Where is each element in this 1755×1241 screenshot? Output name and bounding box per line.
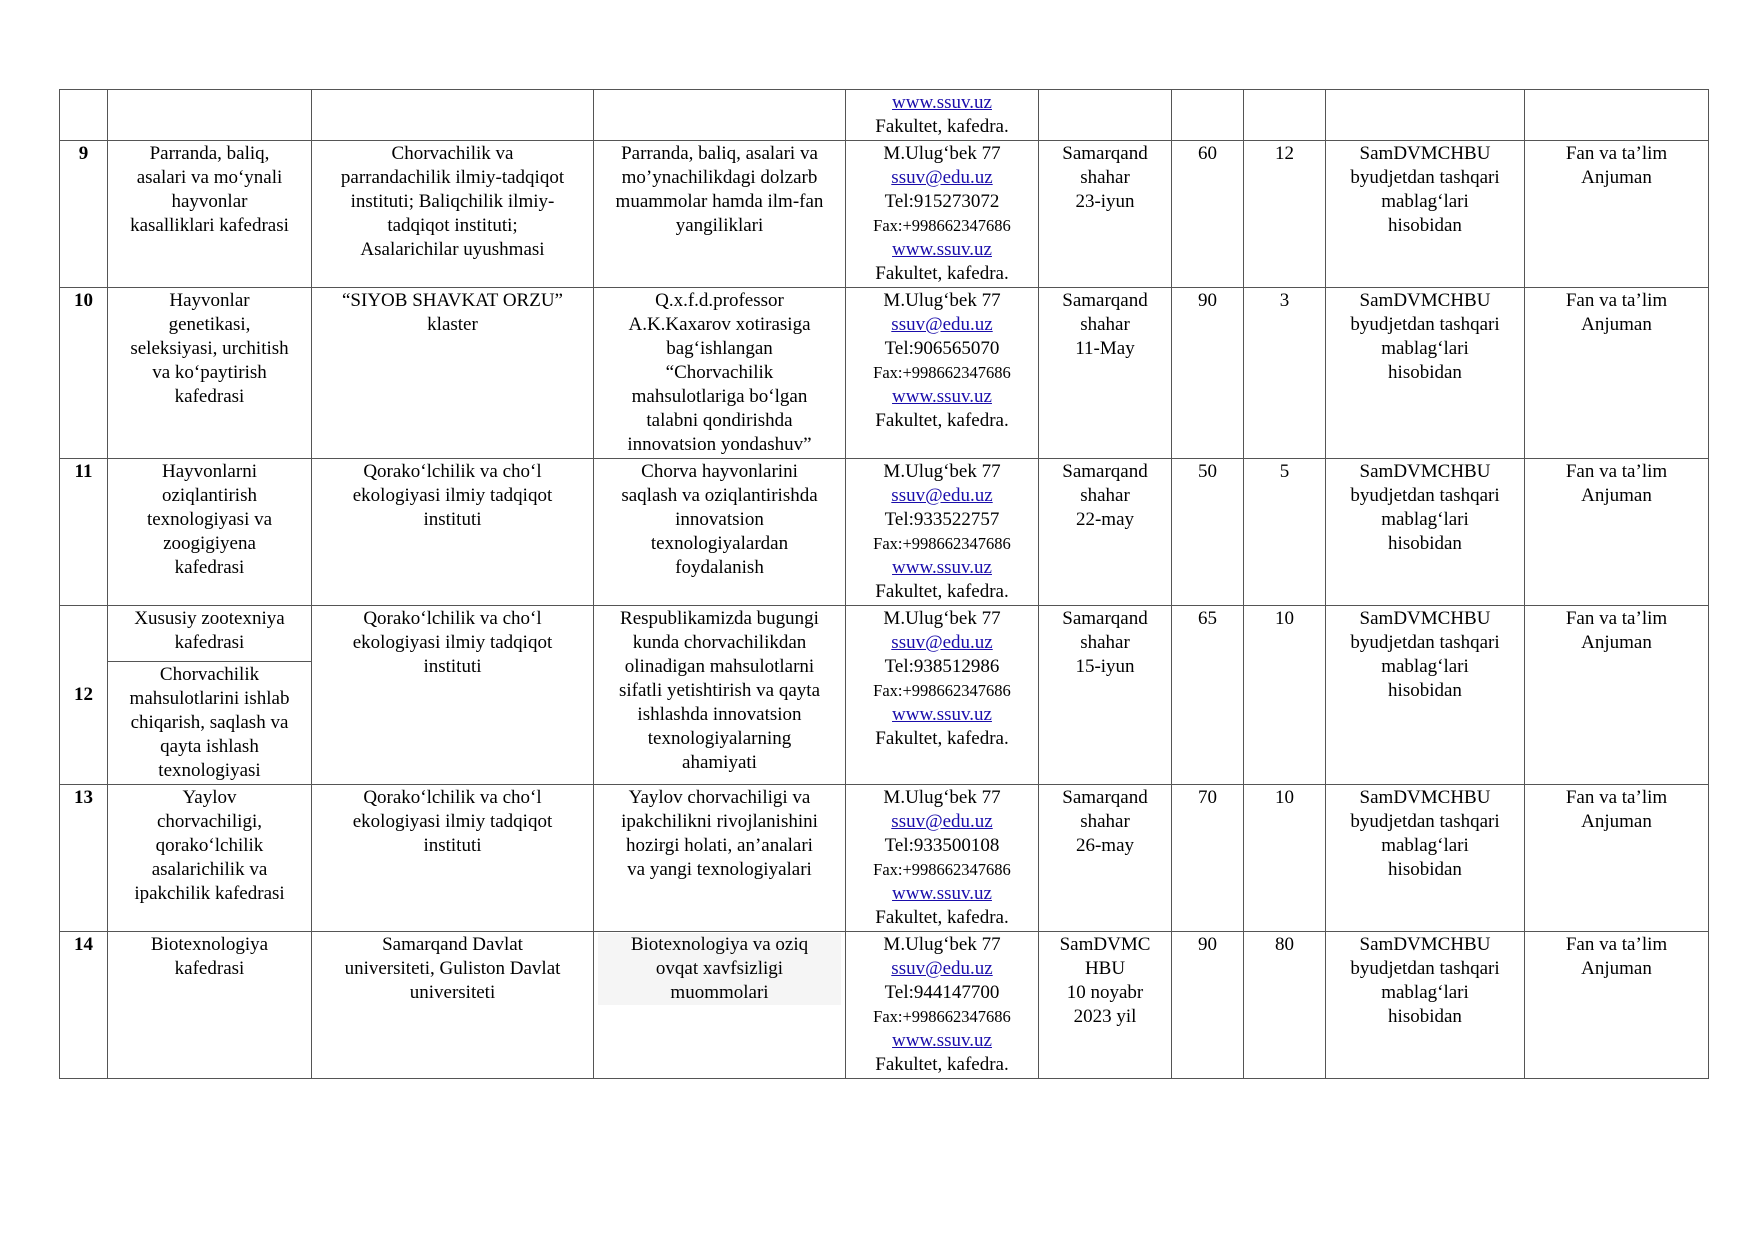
date-line: SamDVMC	[1059, 934, 1151, 955]
address-text: M.Ulug‘bek 77	[883, 461, 1001, 482]
department-line: kasalliklari kafedrasi	[130, 215, 289, 236]
partner-line: Samarqand Davlat	[382, 934, 523, 955]
cell-num	[60, 141, 108, 288]
topic-line: ovqat xavfsizligi	[655, 958, 784, 979]
cell-date	[1039, 141, 1172, 288]
participants-value: 65	[1198, 608, 1217, 629]
funding-line: SamDVMCHBU	[1359, 787, 1491, 808]
table-row	[60, 288, 1709, 459]
cell-participants	[1172, 932, 1244, 1079]
topic-line: talabni qondirishda	[646, 410, 793, 431]
address-text: M.Ulug‘bek 77	[883, 608, 1001, 629]
cell-count	[1244, 288, 1326, 459]
department-line: Parranda, baliq,	[149, 143, 270, 164]
type-line: Fan va ta’lim	[1565, 608, 1668, 629]
partner-line: klaster	[427, 314, 478, 335]
fax-text: Fax:+998662347686	[873, 1007, 1011, 1026]
funding-line: SamDVMCHBU	[1359, 290, 1491, 311]
participants-value: 70	[1198, 787, 1217, 808]
website-link[interactable]: www.ssuv.uz	[892, 883, 992, 904]
partner-line: instituti	[423, 509, 482, 530]
cell-type	[1525, 785, 1709, 932]
partner-line: parrandachilik ilmiy-tadqiqot	[340, 167, 565, 188]
department-line: Hayvonlar	[169, 290, 250, 311]
topic-line: olinadigan mahsulotlarni	[624, 656, 815, 677]
cell-department	[108, 932, 312, 1079]
date-line: HBU	[1084, 958, 1126, 979]
topic-line: Parranda, baliq, asalari va	[621, 143, 818, 164]
cell-department	[108, 662, 312, 785]
date-line: 10 noyabr	[1066, 982, 1144, 1003]
table-row	[60, 932, 1709, 1079]
website-link[interactable]: www.ssuv.uz	[892, 386, 992, 407]
department-line: kafedrasi	[174, 386, 245, 407]
cell-num	[60, 459, 108, 606]
funding-line: hisobidan	[1388, 1006, 1462, 1027]
funding-line: SamDVMCHBU	[1359, 461, 1491, 482]
fax-text: Fax:+998662347686	[873, 860, 1011, 879]
cell-type	[1525, 90, 1709, 141]
department-line: qorako‘lchilik	[155, 835, 264, 856]
cell-participants	[1172, 288, 1244, 459]
cell-count	[1244, 606, 1326, 785]
date-line: 23-iyun	[1075, 191, 1135, 212]
cell-type	[1525, 459, 1709, 606]
place-text: Fakultet, kafedra.	[875, 116, 1009, 137]
department-line: ipakchilik kafedrasi	[134, 883, 285, 904]
cell-type	[1525, 288, 1709, 459]
address-text: M.Ulug‘bek 77	[883, 290, 1001, 311]
cell-department	[108, 141, 312, 288]
partner-line: universiteti	[409, 982, 496, 1003]
cell-partner	[312, 288, 594, 459]
cell-partner	[312, 90, 594, 141]
email-link[interactable]: ssuv@edu.uz	[891, 958, 993, 979]
website-link[interactable]: www.ssuv.uz	[892, 704, 992, 725]
date-line: shahar	[1080, 811, 1130, 832]
cell-department	[108, 90, 312, 141]
count-value: 3	[1279, 290, 1290, 311]
cell-participants	[1172, 606, 1244, 785]
cell-topic	[594, 90, 846, 141]
type-line: Anjuman	[1581, 632, 1652, 653]
place-text: Fakultet, kafedra.	[875, 728, 1009, 749]
cell-count	[1244, 459, 1326, 606]
place-text: Fakultet, kafedra.	[875, 581, 1009, 602]
date-line: 22-may	[1075, 509, 1135, 530]
cell-contact	[846, 785, 1039, 932]
department-line: kafedrasi	[174, 958, 245, 979]
cell-type	[1525, 141, 1709, 288]
row-number: 11	[74, 461, 93, 482]
topic-line: innovatsion yondashuv”	[627, 434, 812, 455]
topic-line: Yaylov chorvachiligi va	[628, 787, 811, 808]
date-line: shahar	[1080, 485, 1130, 506]
topic-box	[598, 933, 841, 1005]
cell-topic	[594, 141, 846, 288]
topic-line: saqlash va oziqlantirishda	[621, 485, 818, 506]
topic-line: muammolar hamda ilm-fan	[615, 191, 824, 212]
type-line: Anjuman	[1581, 485, 1652, 506]
row-number: 14	[74, 934, 93, 955]
events-table	[59, 89, 1709, 1079]
date-line: 15-iyun	[1075, 656, 1135, 677]
cell-partner	[312, 932, 594, 1079]
topic-line: hozirgi holati, an’analari	[626, 835, 813, 856]
cell-topic	[594, 932, 846, 1079]
date-line: Samarqand	[1062, 608, 1148, 629]
cell-contact	[846, 459, 1039, 606]
email-link[interactable]: ssuv@edu.uz	[891, 632, 993, 653]
department-line: genetikasi,	[168, 314, 251, 335]
website-link[interactable]: www.ssuv.uz	[892, 239, 992, 260]
type-line: Anjuman	[1581, 811, 1652, 832]
partner-line: Chorvachilik va	[391, 143, 514, 164]
phone-text: Tel:938512986	[884, 656, 1000, 677]
row-number: 12	[74, 684, 93, 705]
cell-funding	[1326, 459, 1525, 606]
cell-contact	[846, 90, 1039, 141]
department-line: hayvonlar	[171, 191, 248, 212]
funding-line: hisobidan	[1388, 215, 1462, 236]
funding-line: mablag‘lari	[1381, 982, 1469, 1003]
email-link[interactable]: ssuv@edu.uz	[891, 314, 993, 335]
cell-date	[1039, 459, 1172, 606]
date-line: 11-May	[1075, 338, 1135, 359]
funding-line: byudjetdan tashqari	[1350, 632, 1500, 653]
funding-line: byudjetdan tashqari	[1350, 811, 1500, 832]
topic-line: va yangi texnologiyalari	[627, 859, 812, 880]
funding-line: byudjetdan tashqari	[1350, 314, 1500, 335]
topic-line: texnologiyalarning	[647, 728, 792, 749]
table-row	[60, 785, 1709, 932]
cell-count	[1244, 141, 1326, 288]
department-line: kafedrasi	[174, 557, 245, 578]
funding-line: mablag‘lari	[1381, 656, 1469, 677]
cell-date	[1039, 785, 1172, 932]
type-line: Anjuman	[1581, 314, 1652, 335]
cell-funding	[1326, 932, 1525, 1079]
cell-count	[1244, 932, 1326, 1079]
topic-line: bag‘ishlangan	[666, 338, 773, 359]
cell-type	[1525, 932, 1709, 1079]
fax-text: Fax:+998662347686	[873, 216, 1011, 235]
funding-line: byudjetdan tashqari	[1350, 167, 1500, 188]
date-line: Samarqand	[1062, 290, 1148, 311]
type-line: Anjuman	[1581, 958, 1652, 979]
place-text: Fakultet, kafedra.	[875, 907, 1009, 928]
department-line: Hayvonlarni	[162, 461, 257, 482]
cell-num	[60, 288, 108, 459]
cell-department	[108, 459, 312, 606]
cell-department	[108, 785, 312, 932]
topic-line: mo’ynachilikdagi dolzarb	[621, 167, 818, 188]
cell-count	[1244, 90, 1326, 141]
count-value: 80	[1275, 934, 1294, 955]
department-line: mahsulotlarini ishlab	[129, 688, 290, 709]
topic-line: Biotexnologiya va oziq	[630, 934, 809, 955]
date-line: shahar	[1080, 632, 1130, 653]
partner-line: ekologiyasi ilmiy tadqiqot	[352, 811, 553, 832]
cell-date	[1039, 606, 1172, 785]
cell-contact	[846, 606, 1039, 785]
website-link[interactable]: www.ssuv.uz	[892, 557, 992, 578]
fax-text: Fax:+998662347686	[873, 534, 1011, 553]
funding-line: SamDVMCHBU	[1359, 608, 1491, 629]
cell-date	[1039, 288, 1172, 459]
website-link[interactable]: www.ssuv.uz	[892, 1030, 992, 1051]
address-text: M.Ulug‘bek 77	[883, 934, 1001, 955]
department-line: asalarichilik va	[151, 859, 268, 880]
count-value: 5	[1279, 461, 1290, 482]
funding-line: byudjetdan tashqari	[1350, 958, 1500, 979]
cell-num	[60, 606, 108, 785]
department-line: chiqarish, saqlash va	[130, 712, 289, 733]
phone-text: Tel:933500108	[884, 835, 1000, 856]
topic-line: texnologiyalardan	[650, 533, 789, 554]
department-line: zoogigiyena	[163, 533, 256, 554]
topic-line: muommolari	[670, 982, 769, 1003]
participants-value: 60	[1198, 143, 1217, 164]
type-line: Fan va ta’lim	[1565, 787, 1668, 808]
table-row	[60, 141, 1709, 288]
funding-line: hisobidan	[1388, 859, 1462, 880]
topic-line: Q.x.f.d.professor	[655, 290, 784, 311]
cell-department	[108, 606, 312, 662]
cell-num	[60, 90, 108, 141]
place-text: Fakultet, kafedra.	[875, 263, 1009, 284]
cell-type	[1525, 606, 1709, 785]
cell-contact	[846, 141, 1039, 288]
funding-line: SamDVMCHBU	[1359, 934, 1491, 955]
topic-line: ipakchilikni rivojlanishini	[621, 811, 818, 832]
type-line: Fan va ta’lim	[1565, 143, 1668, 164]
phone-text: Tel:915273072	[884, 191, 1000, 212]
department-line: texnologiyasi	[158, 760, 261, 781]
cell-partner	[312, 141, 594, 288]
cell-contact	[846, 932, 1039, 1079]
cell-num	[60, 932, 108, 1079]
cell-contact	[846, 288, 1039, 459]
department-line: seleksiyasi, urchitish	[130, 338, 289, 359]
topic-line: yangiliklari	[675, 215, 764, 236]
funding-line: byudjetdan tashqari	[1350, 485, 1500, 506]
row-number: 10	[74, 290, 93, 311]
topic-line: sifatli yetishtirish va qayta	[618, 680, 821, 701]
partner-line: ekologiyasi ilmiy tadqiqot	[352, 485, 553, 506]
table-row-continuation	[60, 90, 1709, 141]
cell-count	[1244, 785, 1326, 932]
date-line: Samarqand	[1062, 787, 1148, 808]
date-line: Samarqand	[1062, 461, 1148, 482]
department-line: Chorvachilik	[159, 664, 260, 685]
partner-line: Qorako‘lchilik va cho‘l	[363, 787, 542, 808]
cell-department	[108, 288, 312, 459]
fax-text: Fax:+998662347686	[873, 681, 1011, 700]
email-link[interactable]: ssuv@edu.uz	[891, 811, 993, 832]
cell-funding	[1326, 606, 1525, 785]
partner-line: ekologiyasi ilmiy tadqiqot	[352, 632, 553, 653]
date-line: shahar	[1080, 314, 1130, 335]
department-line: Biotexnologiya	[150, 934, 269, 955]
type-line: Fan va ta’lim	[1565, 934, 1668, 955]
count-value: 12	[1275, 143, 1294, 164]
department-line: chorvachiligi,	[157, 811, 262, 832]
topic-line: mahsulotlariga bo‘lgan	[631, 386, 808, 407]
partner-line: instituti	[423, 656, 482, 677]
topic-line: “Chorvachilik	[665, 362, 774, 383]
topic-line: Respublikamizda bugungi	[620, 608, 819, 629]
partner-line: Qorako‘lchilik va cho‘l	[363, 461, 542, 482]
cell-participants	[1172, 90, 1244, 141]
partner-line: instituti; Baliqchilik ilmiy-	[350, 191, 555, 212]
row-number: 9	[78, 143, 89, 164]
funding-line: mablag‘lari	[1381, 338, 1469, 359]
topic-line: Chorva hayvonlarini	[641, 461, 798, 482]
phone-text: Tel:906565070	[884, 338, 1000, 359]
date-line: shahar	[1080, 167, 1130, 188]
place-text: Fakultet, kafedra.	[875, 410, 1009, 431]
table-row	[60, 606, 1709, 662]
topic-line: ishlashda innovatsion	[637, 704, 802, 725]
phone-text: Tel:944147700	[884, 982, 1000, 1003]
department-line: kafedrasi	[174, 632, 245, 653]
partner-line: instituti	[423, 835, 482, 856]
cell-participants	[1172, 459, 1244, 606]
cell-partner	[312, 606, 594, 785]
funding-line: hisobidan	[1388, 362, 1462, 383]
topic-line: innovatsion	[675, 509, 764, 530]
participants-value: 90	[1198, 290, 1217, 311]
partner-line: Qorako‘lchilik va cho‘l	[363, 608, 542, 629]
cell-participants	[1172, 141, 1244, 288]
department-line: asalari va mo‘ynali	[136, 167, 283, 188]
topic-line: foydalanish	[675, 557, 764, 578]
funding-line: hisobidan	[1388, 680, 1462, 701]
website-link[interactable]: www.ssuv.uz	[892, 92, 992, 113]
topic-line: kunda chorvachilikdan	[632, 632, 807, 653]
table-row	[60, 459, 1709, 606]
place-text: Fakultet, kafedra.	[875, 1054, 1009, 1075]
participants-value: 90	[1198, 934, 1217, 955]
partner-line: tadqiqot instituti;	[387, 215, 518, 236]
cell-topic	[594, 288, 846, 459]
department-line: oziqlantirish	[162, 485, 257, 506]
type-line: Fan va ta’lim	[1565, 290, 1668, 311]
cell-funding	[1326, 90, 1525, 141]
address-text: M.Ulug‘bek 77	[883, 143, 1001, 164]
email-link[interactable]: ssuv@edu.uz	[891, 167, 993, 188]
type-line: Fan va ta’lim	[1565, 461, 1668, 482]
count-value: 10	[1275, 608, 1294, 629]
phone-text: Tel:933522757	[884, 509, 1000, 530]
department-line: Yaylov	[182, 787, 237, 808]
cell-date	[1039, 932, 1172, 1079]
department-line: va ko‘paytirish	[152, 362, 267, 383]
funding-line: mablag‘lari	[1381, 509, 1469, 530]
cell-funding	[1326, 141, 1525, 288]
cell-partner	[312, 785, 594, 932]
funding-line: mablag‘lari	[1381, 835, 1469, 856]
participants-value: 50	[1198, 461, 1217, 482]
cell-funding	[1326, 785, 1525, 932]
count-value: 10	[1275, 787, 1294, 808]
type-line: Anjuman	[1581, 167, 1652, 188]
cell-topic	[594, 785, 846, 932]
cell-partner	[312, 459, 594, 606]
topic-line: A.K.Kaxarov xotirasiga	[628, 314, 811, 335]
cell-num	[60, 785, 108, 932]
partner-line: universiteti, Guliston Davlat	[344, 958, 561, 979]
date-line: Samarqand	[1062, 143, 1148, 164]
funding-line: hisobidan	[1388, 533, 1462, 554]
department-line: qayta ishlash	[160, 736, 259, 757]
fax-text: Fax:+998662347686	[873, 363, 1011, 382]
cell-date	[1039, 90, 1172, 141]
topic-line: ahamiyati	[682, 752, 757, 773]
partner-line: “SIYOB SHAVKAT ORZU”	[342, 290, 563, 311]
email-link[interactable]: ssuv@edu.uz	[891, 485, 993, 506]
department-line: texnologiyasi va	[146, 509, 273, 530]
date-line: 2023 yil	[1073, 1006, 1137, 1027]
cell-participants	[1172, 785, 1244, 932]
funding-line: mablag‘lari	[1381, 191, 1469, 212]
address-text: M.Ulug‘bek 77	[883, 787, 1001, 808]
partner-line: Asalarichilar uyushmasi	[360, 239, 545, 260]
cell-funding	[1326, 288, 1525, 459]
row-number: 13	[74, 787, 93, 808]
cell-topic	[594, 459, 846, 606]
department-line: Xususiy zootexniya	[134, 608, 285, 629]
funding-line: SamDVMCHBU	[1359, 143, 1491, 164]
cell-topic	[594, 606, 846, 785]
date-line: 26-may	[1075, 835, 1135, 856]
